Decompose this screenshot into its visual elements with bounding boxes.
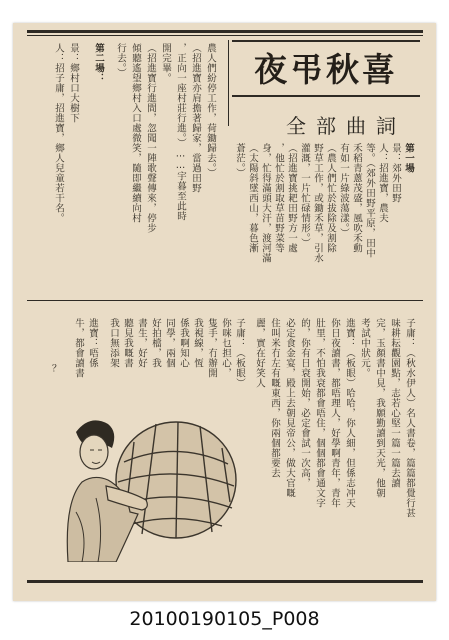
- text-column: 聽見我嘅書: [122, 318, 133, 368]
- title-box-bottom: [232, 95, 420, 97]
- text-column: 考試中狀元。: [359, 318, 370, 378]
- text-column: 必定食金宴，殿上去朝見帝公，做大官嘅: [284, 318, 295, 498]
- text-column: 禾稻青蔥茂盛，風吹禾動: [351, 143, 362, 253]
- text-column: ，他忙於割取草苗野菜等: [273, 143, 284, 253]
- text-column: 的，你有日衰開始，必定會試一次高，: [299, 318, 310, 488]
- top-rule-thin: [27, 35, 423, 36]
- text-column: 我口無添架: [108, 318, 119, 368]
- text-column: 麗，實在好笑人: [254, 318, 265, 388]
- title-box: [232, 40, 420, 104]
- text-column: 人：招進寶，農夫: [377, 143, 388, 223]
- text-column: 味耕耘觀園點，志若心堅一篇一篇去讀: [389, 318, 400, 488]
- text-column: 景：郊外田野: [390, 143, 401, 203]
- text-column: （農人們忙於拔除及割除: [325, 143, 336, 253]
- text-column: 人：招子庸，招進寶，鄉人兒童若干名。: [53, 43, 64, 223]
- text-column: 進寶：（板眼）哈哈，你人細，但係志冲天: [344, 318, 355, 508]
- subtitle: 全部曲詞: [286, 114, 406, 138]
- image-caption: 20100190105_P008: [129, 608, 320, 630]
- text-column: 進寶：唔係: [87, 318, 98, 368]
- text-column: ？: [45, 364, 56, 374]
- page-title: 夜弔秋喜: [254, 50, 398, 89]
- text-column: 好拍檔，我: [150, 318, 161, 368]
- title-side-rule: [228, 40, 229, 126]
- middle-rule: [27, 300, 423, 301]
- text-column: 第一場: [403, 143, 414, 173]
- text-column: 牛，都會讀書: [73, 318, 84, 378]
- text-column: 灌溉，一片忙碌情形。）: [299, 143, 310, 249]
- text-column: 農人們紛停工作，荷鋤歸去。）: [205, 43, 216, 179]
- text-column: 開完畢。: [160, 43, 171, 83]
- text-column: 身，忙得滿頭大汗，渡河滿: [260, 143, 271, 263]
- text-column: 你咪乜担心，: [220, 318, 231, 378]
- text-column: 子庸：（板眼）: [234, 318, 245, 388]
- text-column: （招進寶挑耙田野方一處: [286, 143, 297, 253]
- text-column: （太陽斜墜西山，暮色漸: [247, 143, 258, 253]
- text-column: 傾聽遙望鄉村入口處微笑，隨即繼續向村: [130, 43, 141, 223]
- text-column: 你日夜讀書，都唔理人，好學啊青年，青年: [329, 318, 340, 508]
- text-column: 隻手，冇辦開: [206, 318, 217, 378]
- text-column: 景：鄉村口大樹下: [68, 43, 79, 123]
- text-column: （招進寶行進間，忽聞一陣歌聲傳來，停步: [145, 43, 156, 233]
- text-column: （招進寶亦肩擔著歸家，當過田野: [190, 43, 201, 193]
- text-column: 書生，好好: [136, 318, 147, 368]
- text-column: 等。（郊外田野平原，田中: [364, 143, 375, 259]
- text-column: 完，玉顏書中見，我願勤讀到天光，他朝: [374, 318, 385, 498]
- bottom-rule: [27, 580, 423, 583]
- text-column: 同學，兩個: [164, 318, 175, 368]
- text-column: 野草工作，或鋤禾草，引水: [312, 143, 323, 263]
- text-column: 子庸：（秋水伊人）名人書卷，篇篇都覺行甚: [404, 318, 415, 518]
- text-column: 蒼茫。）: [234, 143, 245, 179]
- text-column: 有如一片綠波蕩漾。）: [338, 143, 349, 239]
- text-column: 行去。）: [115, 43, 126, 79]
- text-column: 係我啊知心: [178, 318, 189, 368]
- illustration-woman-lantern: [46, 402, 242, 562]
- text-column: ，正向一座村莊行進。）……宇暮至此時: [175, 43, 186, 222]
- top-rule: [27, 30, 423, 33]
- text-column: 肚里，不怕我衰都會唔住，個個都會通文字: [314, 318, 325, 508]
- text-column: 第二場：: [93, 43, 104, 83]
- text-column: 住叫米冇左有嘅東西，你兩個都要去: [269, 318, 280, 478]
- text-column: 我視線，恆: [192, 318, 203, 368]
- title-box-top: [232, 40, 420, 42]
